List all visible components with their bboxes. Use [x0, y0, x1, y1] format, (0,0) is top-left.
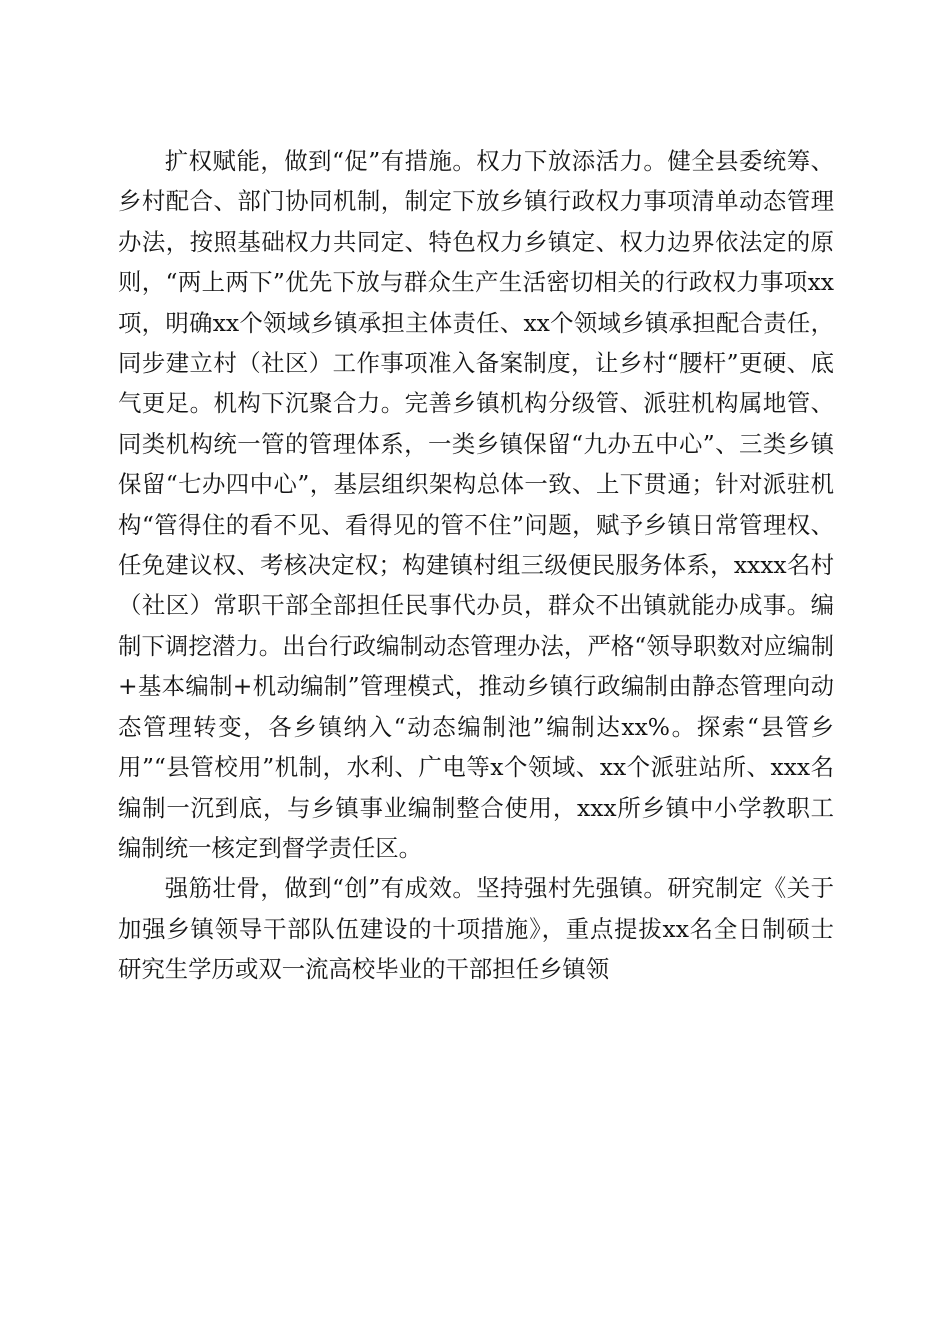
- document-body: [118, 141, 834, 990]
- paragraph-strengthening: 强筋壮骨，做到“创”有成效。坚持强村先强镇。研究制定《关于加强乡镇领导干部队伍建设的十项措施》，重点提拔xx名全日制硕士研究生学历或双一流高校毕业的干部担任乡镇领: [118, 874, 834, 984]
- paragraph-authority-empowerment: 扩权赋能，做到“促”有措施。权力下放添活力。健全县委统筹、乡村配合、部门协同机制，制定下放乡镇行政权力事项清单动态管理办法，按照基础权力共同定、特色权力乡镇定、权力边界依法定的原则，“两上两下”优先下放与群众生产生活密切相关的行政权力事项xx项，明确xx个领域乡镇承担主体责任、xx个领域乡镇承担配合责任，同步建立村（社区）工作事项准入备案制度，让乡村“腰杆”更硬、底气更足。机构下沉聚合力。完善乡镇机构分级管、派驻机构属地管、同类机构统一管的管理体系，一类乡镇保留“九办五中心”、三类乡镇保留“七办四中心”，基层组织架构总体一致、上下贯通；针对派驻机构“管得住的看不见、看得见的管不住”问题，赋予乡镇日常管理权、任免建议权、考核决定权；构建镇村组三级便民服务体系，xxxx名村（社区）常职干部全部担任民事代办员，群众不出镇就能办成事。编制下调挖潜力。出台行政编制动态管理办法，严格“领导职数对应编制+基本编制+机动编制”管理模式，推动乡镇行政编制由静态管理向动态管理转变，各乡镇纳入“动态编制池”编制达xx%。探索“县管乡用”“县管校用”机制，水利、广电等x个领域、xx个派驻站所、xxx名编制一沉到底，与乡镇事业编制整合使用，xxx所乡镇中小学教职工编制统一核定到督学责任区。: [118, 147, 834, 862]
